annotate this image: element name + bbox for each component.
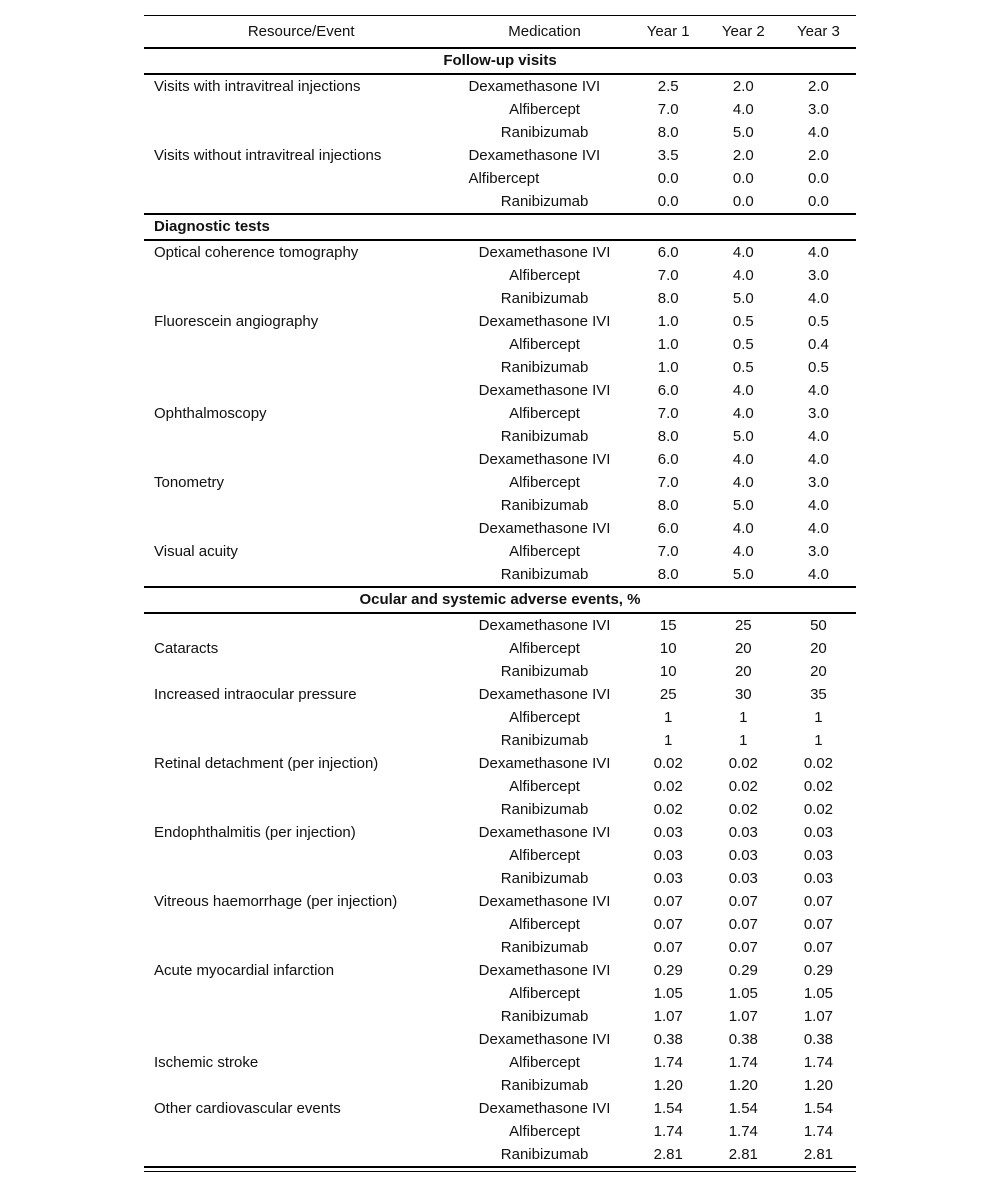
resource-cell: Ischemic stroke: [154, 1054, 259, 1071]
year2-cell: 0.29: [728, 962, 758, 979]
year3-cell: 4.0: [808, 520, 829, 537]
medication-cell: Dexamethasone IVI: [478, 617, 611, 634]
medication-cell: Alfibercept: [509, 267, 580, 284]
year1-cell: 8.0: [657, 497, 679, 514]
year2-cell: 2.0: [732, 147, 754, 164]
resource-cell: [144, 190, 458, 214]
year3-cell: 0.5: [808, 313, 829, 330]
year3-cell: 2.81: [803, 1146, 834, 1163]
resource-cell: [144, 1143, 458, 1166]
medication-cell: Ranibizumab: [500, 290, 589, 307]
year3-cell: 0.07: [803, 916, 834, 933]
year3-cell: 3.0: [808, 267, 829, 284]
year1-cell: 8.0: [657, 124, 679, 141]
medication-cell: Dexamethasone IVI: [478, 893, 611, 910]
year3-cell: 35: [810, 686, 827, 703]
year3-cell: 1: [814, 709, 823, 726]
year2-cell: 20: [734, 640, 752, 657]
year1-cell: 6.0: [657, 382, 679, 399]
resource-cell: [144, 867, 458, 890]
year1-cell: 1.0: [657, 313, 679, 330]
year1-cell: 0.03: [653, 824, 683, 841]
year1-cell: 0.02: [653, 755, 683, 772]
medication-cell: Ranibizumab: [500, 1146, 589, 1163]
year3-cell: 4.0: [808, 124, 829, 141]
year3-cell: 1.07: [803, 1008, 834, 1025]
section-title: Ocular and systemic adverse events, %: [144, 587, 856, 613]
year1-cell: 1.20: [653, 1077, 683, 1094]
year2-cell: 0.03: [728, 847, 758, 864]
year1-cell: 15: [659, 617, 677, 634]
table-row: [144, 471, 856, 494]
medication-cell: Alfibercept: [468, 170, 540, 187]
resource-cell: [144, 936, 458, 959]
year2-cell: 0.5: [732, 359, 754, 376]
medication-cell: Dexamethasone IVI: [478, 1100, 611, 1117]
resource-cell: [144, 913, 458, 936]
year2-cell: 1.20: [728, 1077, 758, 1094]
medication-cell: Alfibercept: [509, 543, 580, 560]
resource-cell: [144, 494, 458, 517]
medication-cell: Ranibizumab: [500, 732, 589, 749]
year2-cell: 0.07: [728, 939, 758, 956]
medication-cell: Dexamethasone IVI: [468, 147, 601, 164]
header-year2: Year 2: [706, 16, 781, 49]
year2-cell: 1: [739, 709, 748, 726]
resource-cell: Visits without intravitreal injections: [154, 147, 382, 164]
year2-cell: 0.5: [732, 313, 754, 330]
resource-cell: Fluorescein angiography: [154, 313, 319, 330]
year2-cell: 4.0: [732, 382, 754, 399]
table-row: [144, 1074, 856, 1097]
medication-cell: Dexamethasone IVI: [478, 313, 611, 330]
medication-cell: Dexamethasone IVI: [478, 451, 611, 468]
year3-cell: 0.29: [803, 962, 834, 979]
resource-cell: [144, 1028, 458, 1051]
medication-cell: Dexamethasone IVI: [478, 755, 611, 772]
medication-cell: Ranibizumab: [500, 497, 589, 514]
year2-cell: 1.74: [728, 1123, 758, 1140]
year2-cell: 0.02: [728, 755, 758, 772]
table-row: [144, 1028, 856, 1051]
year3-cell: 4.0: [781, 563, 856, 587]
year1-cell: 0.02: [653, 801, 683, 818]
resource-cell: Retinal detachment (per injection): [154, 755, 379, 772]
year3-cell: 1.74: [803, 1123, 834, 1140]
resource-cell: Visits with intravitreal injections: [154, 78, 361, 95]
header-medication: Medication: [458, 16, 630, 49]
year2-cell: 4.0: [732, 267, 754, 284]
year2-cell: 5.0: [732, 428, 754, 445]
table-row: [144, 448, 856, 471]
medication-cell: Alfibercept: [509, 709, 580, 726]
year2-cell: 0.0: [732, 170, 754, 187]
medication-cell: Ranibizumab: [458, 190, 630, 214]
resource-cell: [144, 563, 458, 587]
year3-cell: 2.0: [808, 78, 829, 95]
medication-cell: Ranibizumab: [500, 428, 589, 445]
table-row: [144, 729, 856, 752]
table-row: [144, 959, 856, 982]
table-bottom-rule: [144, 1166, 856, 1168]
year3-cell: 0.0: [808, 170, 829, 187]
year2-cell: 0.0: [706, 190, 781, 214]
section-header-row: [144, 48, 856, 74]
year3-cell: 0.07: [803, 939, 834, 956]
table-row: [144, 144, 856, 167]
year1-cell: 0.0: [631, 190, 706, 214]
table-row: [144, 890, 856, 913]
medication-cell: Dexamethasone IVI: [478, 686, 611, 703]
resource-cell: Cataracts: [154, 640, 219, 657]
year2-cell: 5.0: [732, 497, 754, 514]
year1-cell: 6.0: [657, 451, 679, 468]
year3-cell: 0.02: [803, 801, 834, 818]
year1-cell: 0.0: [657, 170, 679, 187]
year1-cell: 0.38: [653, 1031, 683, 1048]
table-row: [144, 844, 856, 867]
resource-cell: [144, 706, 458, 729]
medication-cell: Alfibercept: [509, 405, 580, 422]
header-year1: Year 1: [631, 16, 706, 49]
medication-cell: Alfibercept: [509, 847, 580, 864]
table-row: [144, 1097, 856, 1120]
resource-cell: [144, 798, 458, 821]
table-bottom-rule-secondary: [144, 1171, 856, 1172]
year3-cell: 4.0: [808, 244, 829, 261]
table-row: [144, 121, 856, 144]
resource-cell: [144, 333, 458, 356]
section-title: Follow-up visits: [144, 48, 856, 74]
table-row: [144, 356, 856, 379]
year3-cell: 3.0: [808, 101, 829, 118]
table-row: [144, 1005, 856, 1028]
year3-cell: 1: [814, 732, 823, 749]
medication-cell: Ranibizumab: [500, 359, 589, 376]
table-row: [144, 494, 856, 517]
year1-cell: 6.0: [657, 520, 679, 537]
year1-cell: 0.07: [653, 939, 683, 956]
year1-cell: 0.03: [653, 847, 683, 864]
section-header-row: [144, 587, 856, 613]
year2-cell: 1: [739, 732, 748, 749]
year2-cell: 1.54: [728, 1100, 758, 1117]
year3-cell: 4.0: [808, 451, 829, 468]
header-resource: Resource/Event: [144, 16, 458, 49]
year3-cell: 0.38: [803, 1031, 834, 1048]
medication-cell: Dexamethasone IVI: [478, 382, 611, 399]
year1-cell: 1.05: [653, 985, 683, 1002]
year3-cell: 0.0: [781, 190, 856, 214]
table-row: [144, 821, 856, 844]
year3-cell: 1.05: [803, 985, 834, 1002]
year3-cell: 3.0: [808, 474, 829, 491]
table-row: [144, 913, 856, 936]
year1-cell: 0.02: [653, 778, 683, 795]
year2-cell: 0.03: [728, 870, 758, 887]
year2-cell: 0.03: [728, 824, 758, 841]
year2-cell: 0.38: [728, 1031, 758, 1048]
year3-cell: 50: [810, 617, 827, 634]
section-title: Diagnostic tests: [144, 214, 856, 240]
medication-cell: Ranibizumab: [500, 801, 589, 818]
year2-cell: 4.0: [732, 543, 754, 560]
medication-cell: Alfibercept: [509, 474, 580, 491]
table-row: [144, 240, 856, 264]
year3-cell: 0.4: [808, 336, 829, 353]
year3-cell: 1.20: [803, 1077, 834, 1094]
year1-cell: 0.29: [653, 962, 683, 979]
medication-cell: Alfibercept: [509, 1123, 580, 1140]
medication-cell: Dexamethasone IVI: [478, 244, 611, 261]
resource-cell: Vitreous haemorrhage (per injection): [154, 893, 398, 910]
year2-cell: 25: [734, 617, 752, 634]
resource-cell: Tonometry: [154, 474, 225, 491]
year1-cell: 1.0: [657, 336, 679, 353]
year2-cell: 5.0: [732, 124, 754, 141]
table-row: [144, 936, 856, 959]
medication-cell: Alfibercept: [509, 916, 580, 933]
table-row: [144, 98, 856, 121]
table-row: [144, 425, 856, 448]
year1-cell: 2.81: [653, 1146, 683, 1163]
year1-cell: 1.0: [657, 359, 679, 376]
resource-cell: Visual acuity: [154, 543, 238, 560]
medication-cell: Ranibizumab: [500, 870, 589, 887]
year3-cell: 0.03: [803, 847, 834, 864]
year1-cell: 7.0: [657, 101, 679, 118]
resource-cell: [144, 1005, 458, 1028]
resource-cell: [144, 982, 458, 1005]
year2-cell: 4.0: [732, 520, 754, 537]
medication-cell: Alfibercept: [509, 1054, 580, 1071]
year2-cell: 1.74: [728, 1054, 758, 1071]
year3-cell: 3.0: [808, 543, 829, 560]
year3-cell: 3.0: [808, 405, 829, 422]
year2-cell: 30: [734, 686, 752, 703]
medication-cell: Alfibercept: [509, 985, 580, 1002]
table-row: [144, 798, 856, 821]
resource-cell: [144, 775, 458, 798]
year1-cell: 1.74: [653, 1123, 683, 1140]
year2-cell: 0.5: [732, 336, 754, 353]
year1-cell: 8.0: [657, 290, 679, 307]
resource-cell: [144, 121, 458, 144]
table-row: [144, 540, 856, 563]
year3-cell: 0.5: [808, 359, 829, 376]
header-year3: Year 3: [781, 16, 856, 49]
year1-cell: 2.5: [657, 78, 679, 95]
table-row: [144, 190, 856, 214]
table-row: [144, 982, 856, 1005]
table-row: [144, 402, 856, 425]
resource-cell: [144, 379, 458, 402]
table-row: [144, 333, 856, 356]
year3-cell: 0.02: [803, 755, 834, 772]
year3-cell: 0.07: [803, 893, 834, 910]
year1-cell: 8.0: [657, 428, 679, 445]
table-row: [144, 517, 856, 540]
medication-cell: Ranibizumab: [500, 1008, 589, 1025]
year1-cell: 1: [664, 709, 673, 726]
resource-use-table: [144, 15, 856, 1166]
table-row: [144, 167, 856, 190]
resource-cell: [144, 1120, 458, 1143]
year1-cell: 7.0: [657, 405, 679, 422]
medication-cell: Dexamethasone IVI: [478, 1031, 611, 1048]
resource-cell: [144, 167, 458, 190]
year1-cell: 10: [659, 640, 677, 657]
table-row: [144, 1051, 856, 1074]
medication-cell: Alfibercept: [509, 640, 580, 657]
year3-cell: 20: [810, 640, 827, 657]
year3-cell: 2.0: [808, 147, 829, 164]
table-row: [144, 706, 856, 729]
medication-cell: Ranibizumab: [500, 1077, 589, 1094]
medication-cell: Ranibizumab: [500, 663, 589, 680]
year1-cell: 7.0: [657, 474, 679, 491]
resource-cell: Endophthalmitis (per injection): [154, 824, 356, 841]
medication-cell: Ranibizumab: [500, 124, 589, 141]
resource-cell: Optical coherence tomography: [154, 244, 359, 261]
table-row: [144, 287, 856, 310]
year2-cell: 4.0: [732, 101, 754, 118]
medication-cell: Alfibercept: [509, 101, 580, 118]
medication-cell: Alfibercept: [509, 336, 580, 353]
resource-cell: Ophthalmoscopy: [154, 405, 267, 422]
year1-cell: 8.0: [631, 563, 706, 587]
year2-cell: 2.81: [728, 1146, 758, 1163]
resource-cell: [144, 729, 458, 752]
year1-cell: 3.5: [657, 147, 679, 164]
table-row: [144, 775, 856, 798]
year3-cell: 20: [810, 663, 827, 680]
resource-cell: [144, 613, 458, 637]
medication-cell: Ranibizumab: [458, 563, 630, 587]
year1-cell: 0.03: [653, 870, 683, 887]
resource-cell: [144, 844, 458, 867]
year1-cell: 6.0: [657, 244, 679, 261]
year1-cell: 0.07: [653, 893, 683, 910]
year3-cell: 4.0: [808, 497, 829, 514]
year2-cell: 0.07: [728, 916, 758, 933]
year1-cell: 1.07: [653, 1008, 683, 1025]
table-row: [144, 310, 856, 333]
year3-cell: 1.54: [803, 1100, 834, 1117]
year3-cell: 1.74: [803, 1054, 834, 1071]
year2-cell: 2.0: [732, 78, 754, 95]
resource-cell: [144, 287, 458, 310]
table-row: [144, 264, 856, 287]
medication-cell: Dexamethasone IVI: [468, 78, 601, 95]
medication-cell: Dexamethasone IVI: [478, 824, 611, 841]
year2-cell: 4.0: [732, 451, 754, 468]
table-row: [144, 1143, 856, 1166]
year3-cell: 4.0: [808, 382, 829, 399]
table-row: [144, 867, 856, 890]
year2-cell: 4.0: [732, 244, 754, 261]
year1-cell: 7.0: [657, 267, 679, 284]
table-row: [144, 74, 856, 98]
table-row: [144, 752, 856, 775]
table-row: [144, 683, 856, 706]
table-row: [144, 1120, 856, 1143]
year1-cell: 10: [659, 663, 677, 680]
year3-cell: 0.03: [803, 824, 834, 841]
medication-cell: Dexamethasone IVI: [478, 962, 611, 979]
year2-cell: 5.0: [732, 290, 754, 307]
table-row: [144, 563, 856, 587]
year1-cell: 1.54: [653, 1100, 683, 1117]
table-row: [144, 637, 856, 660]
year1-cell: 7.0: [657, 543, 679, 560]
year2-cell: 4.0: [732, 405, 754, 422]
resource-cell: [144, 1074, 458, 1097]
medication-cell: Dexamethasone IVI: [478, 520, 611, 537]
year2-cell: 0.02: [728, 778, 758, 795]
table-row: [144, 613, 856, 637]
medication-cell: Alfibercept: [509, 778, 580, 795]
year1-cell: 25: [659, 686, 677, 703]
year2-cell: 4.0: [732, 474, 754, 491]
resource-cell: [144, 448, 458, 471]
year1-cell: 1.74: [653, 1054, 683, 1071]
resource-cell: Increased intraocular pressure: [154, 686, 357, 703]
resource-cell: [144, 660, 458, 683]
year3-cell: 4.0: [808, 428, 829, 445]
table-row: [144, 660, 856, 683]
resource-cell: Acute myocardial infarction: [154, 962, 335, 979]
year3-cell: 0.02: [803, 778, 834, 795]
year3-cell: 0.03: [803, 870, 834, 887]
year2-cell: 20: [734, 663, 752, 680]
resource-cell: Other cardiovascular events: [154, 1100, 341, 1117]
year2-cell: 1.07: [728, 1008, 758, 1025]
year2-cell: 1.05: [728, 985, 758, 1002]
resource-cell: [144, 98, 458, 121]
table-body: [144, 48, 856, 1166]
year1-cell: 1: [664, 732, 673, 749]
table-row: [144, 379, 856, 402]
year3-cell: 4.0: [808, 290, 829, 307]
resource-cell: [144, 264, 458, 287]
table-header-row: [144, 16, 856, 49]
section-header-row: [144, 214, 856, 240]
year2-cell: 0.07: [728, 893, 758, 910]
year2-cell: 5.0: [706, 563, 781, 587]
resource-cell: [144, 517, 458, 540]
year1-cell: 0.07: [653, 916, 683, 933]
resource-cell: [144, 425, 458, 448]
medication-cell: Ranibizumab: [500, 939, 589, 956]
year2-cell: 0.02: [728, 801, 758, 818]
resource-cell: [144, 356, 458, 379]
